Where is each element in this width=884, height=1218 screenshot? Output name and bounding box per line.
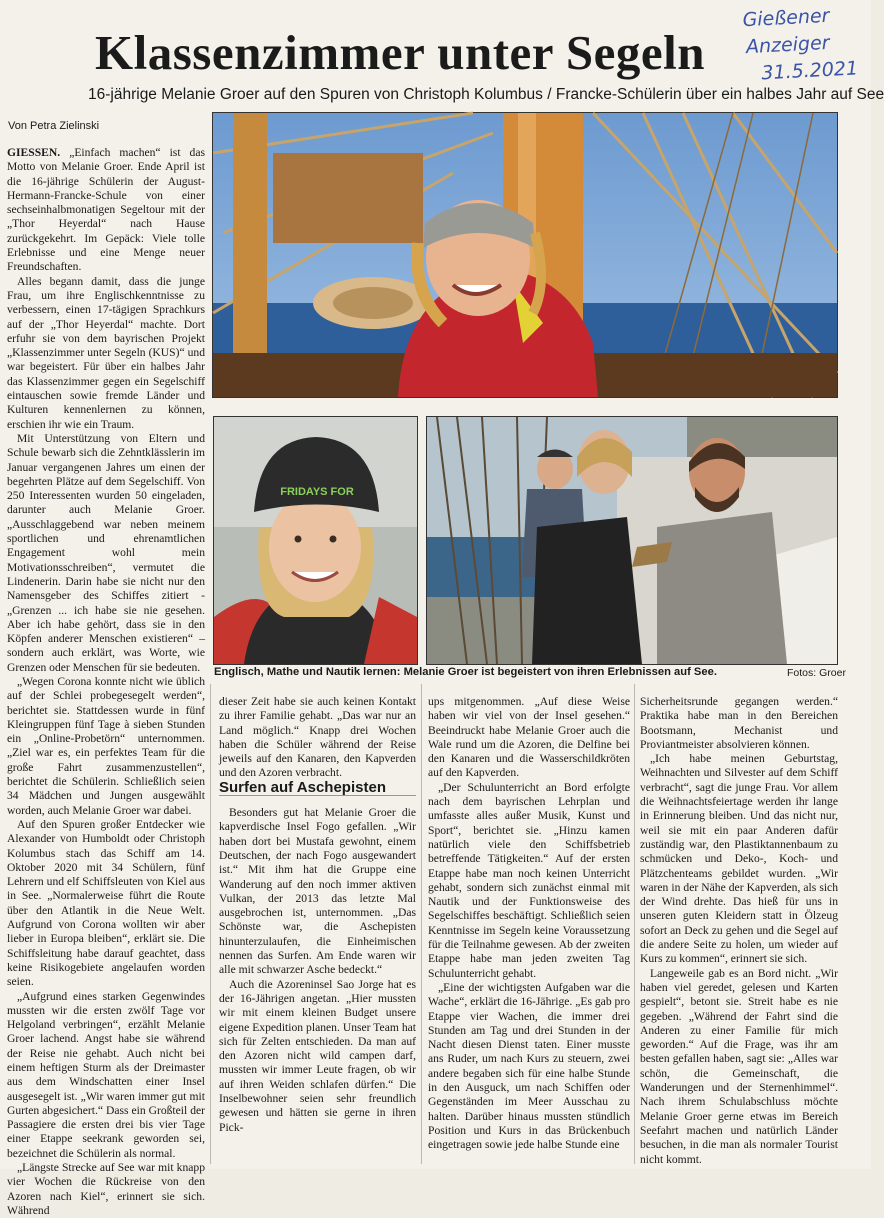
- paragraph: Sicherheitsrunde gegangen werden.“ Praktika habe man in den Bereichen Bootsmann, Mechanist und Proviantmeister absolvieren können.: [640, 695, 838, 751]
- paragraph: „Ich habe meinen Geburtstag, Weihnachten und Silvester auf dem Schiff verbracht“, sagt die junge Frau. Vor allem die Weihnachtsfeiertage werden ihr lange in Erinnerung bleiben. Und das nicht nur, weil sie mit ein paar Anderen dafür zuständig war, den Plastiktannenbaum zu schmücken und Deko-, Koch- und Plätzchenteams gebildet wurden. „Wir waren in der Nähe der Kapverden, als sich der Wind drehte. Das hieß für uns in unseren guten Kleidern statt in Ölzeug sofort an Deck zu gehen und die Segel auf die andere Seite zu holen, um wieder auf Kurs zu kommen“, erinnert sie sich.: [640, 752, 838, 966]
- paragraph: dieser Zeit habe sie auch keinen Kontakt zu ihrer Familie gehabt. „Das war nur an Land möglich.“ Knapp drei Wochen haben die Schüler während der Reise jeweils auf den Kanaren, den Kapverden und den Azoren verbracht.: [219, 695, 416, 780]
- paragraph: „Aufgrund eines starken Gegenwindes mussten wir die ersten zwölf Tage vor Helgoland verbringen“, erzählt Melanie Groer lachend. Angst habe sie während der Reise nie gehabt. Auch nicht bei einem heftigen Sturm als der Dreimaster aus dem Windschatten einer Insel ausgesegelt ist. „Wir waren immer gut mit Gurten abgesichert.“ Dass ein Großteil der Passagiere die ersten drei bis vier Tage einer Etappe seekrank geworden sei, bezeichnet die Schülerin als normal.: [7, 989, 205, 1160]
- paragraph: „Längste Strecke auf See war mit knapp vier Wochen die Rückreise von den Azoren nach Kiel“, erinnert sie sich. Während: [7, 1161, 205, 1217]
- paragraph: Auch die Azoreninsel Sao Jorge hat es der 16-Jährigen angetan. „Hier mussten wir mit einem kleinen Budget unsere eigene Expedition planen. Unser Team hat sich für Zelten entschieden. Da man auf den Azoren nicht wild campen darf, mussten wir immer Leute fragen, ob wir auf ihren Weiden schlafen dürfen.“ Die Inselbewohner seien sehr freundlich gewesen und hätten sie gerne in ihren Pick-: [219, 977, 416, 1134]
- paragraph-text: „Einfach machen“ ist das Motto von Melanie Groer. Ende April ist die 16-jährige Schülerin der August-Hermann-Francke-Schule von einer sechseinhalbmonatigen Segeltour mit der „Thor Heyerdal“ nach Hause zurückgekehrt. Im Gepäck: Viele tolle Erlebnisse und eine Menge neuer Freundschaften.: [7, 146, 205, 274]
- handwritten-line: Anzeiger: [745, 31, 831, 59]
- handwritten-date: 31.5.2021: [760, 57, 859, 85]
- handwritten-line: Gießener: [742, 4, 831, 32]
- photo-sailing-deck-image: [213, 113, 837, 397]
- article-headline: Klassenzimmer unter Segeln: [95, 25, 706, 80]
- paragraph: ups mitgenommen. „Auf diese Weise haben wir viel von der Insel gesehen.“ Beeindruckt habe Melanie Groer auch die Wale rund um die Azoren, die Delfine bei den Kanaren und die Wasserschildkröten auf den Kapverden.: [428, 695, 630, 780]
- paragraph: Alles begann damit, dass die junge Frau, um ihre Englischkenntnisse zu verbessern, einen 17-tägigen Sprachkurs auf der „Thor Heyerdal“ machte. Dort erfuhr sie von dem bayrischen Projekt „Klassenzimmer unter Segeln (KUS)“ und war begeistert. Für über ein halbes Jahr das Klassenzimmer gegen ein Segelschiff eintauschen sowie fremde Länder und Kulturen kennenlernen zu können, erschien ihr wie ein Traum.: [7, 274, 205, 431]
- paragraph: Langeweile gab es an Bord nicht. „Wir haben viel geredet, gelesen und Karten gespielt“, betont sie. Streit habe es nie gegeben. „Während der Fahrt sind die Anderen zu einer Familie für mich geworden.“ Auf die Frage, was ihr am besten gefallen haben, sagt sie: „Alles war schön, die Gemeinschaft, die Wanderungen und der Sternenhimmel“. Nach ihrem Schulabschluss möchte Melanie Groer gerne etwas im Bereich Seefahrt machen und natürlich Länder besuchen, in die man als normaler Tourist nicht kommt.: [640, 966, 838, 1166]
- article-column-3: [428, 695, 630, 1165]
- photo-sailing-deck: [212, 112, 838, 398]
- beanie-text: FRIDAYS FOR: [280, 486, 354, 498]
- photo-portrait-image: [214, 417, 417, 664]
- dateline: GIESSEN.: [7, 146, 61, 159]
- article-column-1: [7, 146, 205, 1217]
- photo-caption: Englisch, Mathe und Nautik lernen: Melanie Groer ist begeistert von ihren Erlebnissen auf See.: [214, 666, 717, 678]
- column-divider: [421, 684, 422, 1164]
- paragraph: [7, 146, 205, 275]
- section-subheading: Surfen auf Aschepisten: [219, 778, 386, 796]
- paragraph: „Der Schulunterricht an Bord erfolgte nach dem bayrischen Lehrplan und umfasste alles außer Musik, Kunst und Sport“, berichtet sie. „Hinzu kamen natürlich viele den Schiffsbetrieb betreffende Tätigkeiten.“ Auf der ersten Etappe habe man noch keinen Unterricht gehabt, sondern sich zunächst einmal mit Nautik und der Funktionsweise des Segelschiffes beschäftigt. Schließlich seien Kenntnisse im Segeln keine Voraussetzung für die Teilnahme gewesen. Ab der zweiten Etappe habe man jeden zweiten Tag Schulunterricht gehabt.: [428, 780, 630, 980]
- column-divider: [210, 684, 211, 1164]
- paragraph: Besonders gut hat Melanie Groer die kapverdische Insel Fogo gefallen. „Wir haben dort bei Mustafa gewohnt, einem Deutschen, der nach Fogo ausgewandert ist.“ Mit ihm hat die Gruppe eine Wanderung auf den noch immer aktiven Vulkan, der 2013 das letzte Mal ausgebrochen ist, unternommen. „Das Schönste war, die Aschepisten hinunterzulaufen, die Einheimischen nennen das Surfen. Am Ende waren wir alle mit schwarzer Asche bedeckt.“: [219, 806, 416, 977]
- photo-portrait: [213, 416, 418, 665]
- photo-students-on-deck: [426, 416, 838, 665]
- paragraph: Auf den Spuren großer Entdecker wie Alexander von Humboldt oder Christoph Kolumbus stach das Schiff am 14. Oktober 2020 mit 34 Schülern, fünf Lehrern und elf Schiffsleuten von Kiel aus in See. „Normalerweise führt die Route über den Atlantik in die Neue Welt. Aufgrund von Corona wollten wir aber lieber in Europa bleiben“, erklärt sie. Die Schiffsleitung habe darauf geachtet, dass keine Risikogebiete angelaufen worden seien.: [7, 817, 205, 989]
- paragraph: „Wegen Corona konnte nicht wie üblich auf der Schlei probegesegelt werden“, berichtet sie. Stattdessen wurde in fünf Kleingruppen fünf Tage à sieben Stunden ein „Online-Probetörn“ unternommen. „Ziel war es, ein perfektes Team für die große Fahrt zusammenzustellen“, berichtet die Schülerin. Schließlich seien 34 Mädchen und Jungen ausgewählt worden, auch Melanie Groer war dabei.: [7, 674, 205, 817]
- photo-students-on-deck-image: [427, 417, 837, 664]
- paragraph: „Eine der wichtigsten Aufgaben war die Wache“, erklärt die 16-Jährige. „Es gab pro Etappe vier Wachen, die immer drei Stunden am Tag und drei Stunden in der Nacht diesen Dienst taten. Einer musste ans Ruder, um nach Kurs zu steuern, zwei andere begaben sich für eine halbe Stunde in den Ausguck, um nach Schiffen oder Gegenständen im Meer Ausschau zu halten. Darüber hinaus mussten stündlich Position und Kurs in das Brückenbuch eingetragen sowie jede halbe Stunde eine: [428, 980, 630, 1152]
- column-divider: [634, 684, 635, 1164]
- article-byline: Von Petra Zielinski: [8, 120, 100, 132]
- photo-credit: Fotos: Groer: [787, 667, 846, 679]
- paragraph: Mit Unterstützung von Eltern und Schule bewarb sich die Zehntklässlerin im Januar vergangenen Jahres um einen der begehrten Plätze auf dem Segelschiff. Von 250 Interessenten wurden 50 eingeladen, darunter auch Melanie Groer. „Ausschlaggebend war neben meinem sportlichen und ehrenamtlichen Engagement wohl mein Motivationsschreiben“, vermutet die Lindenerin. Darin habe sie nicht nur den Namensgeber des Schiffes zitiert - „Grenzen ... ich habe sie nie gesehen. Aber ich habe gehört, dass sie in den Köpfen anderer Menschen existieren“ – sondern auch erklärt, was Worte, wie Grenzen oder Menschen für sie bedeuten.: [7, 431, 205, 674]
- article-column-4: [640, 695, 838, 1165]
- handwritten-source-note: [742, 1, 871, 88]
- article-subhead: 16-jährige Melanie Groer auf den Spuren von Christoph Kolumbus / Francke-Schülerin über ein halbes Jahr auf See: [88, 86, 884, 103]
- article-column-2: [219, 695, 416, 1165]
